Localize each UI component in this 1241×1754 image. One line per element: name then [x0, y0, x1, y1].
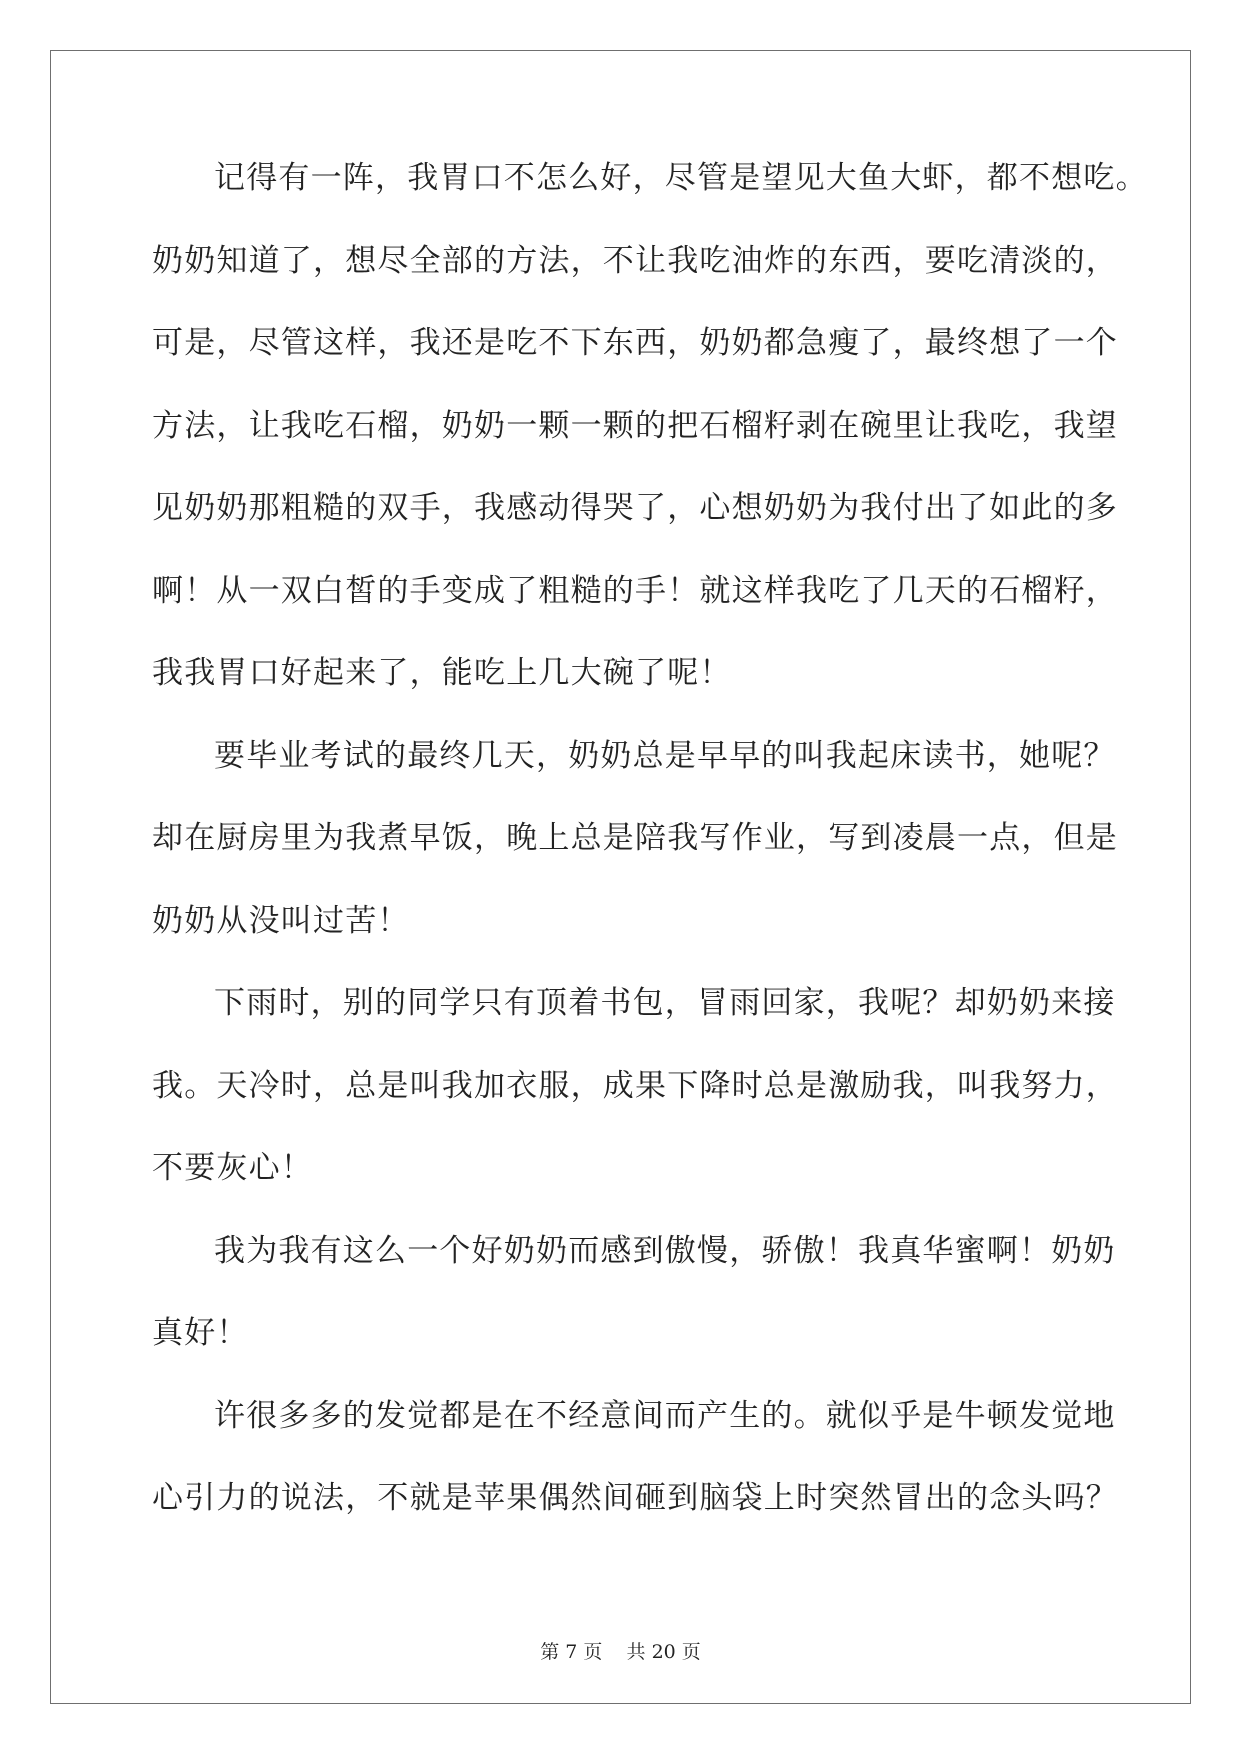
text-line: 记得有一阵，我胃口不怎么好，尽管是望见大鱼大虾，都不想吃。: [214, 160, 1148, 196]
text-line: 心引力的说法，不就是苹果偶然间砸到脑袋上时突然冒出的念头吗？: [152, 1480, 1118, 1516]
text-line: 可是，尽管这样，我还是吃不下东西，奶奶都急瘦了，最终想了一个: [152, 325, 1118, 361]
text-line: 奶奶知道了，想尽全部的方法，不让我吃油炸的东西，要吃清淡的，: [152, 242, 1118, 279]
text-line: 下雨时，别的同学只有顶着书包，冒雨回家，我呢？却奶奶来接: [214, 985, 1116, 1021]
page-number-footer: 第 7 页 共 20 页: [540, 1641, 701, 1663]
text-line: 我。天冷时，总是叫我加衣服，成果下降时总是激励我，叫我努力，: [152, 1067, 1118, 1104]
text-line: 真好！: [152, 1315, 249, 1351]
text-line: 许很多多的发觉都是在不经意间而产生的。就似乎是牛顿发觉地: [214, 1397, 1116, 1434]
text-line: 要毕业考试的最终几天，奶奶总是早早的叫我起床读书，她呢？: [214, 737, 1116, 774]
document-body: [152, 157, 1148, 1560]
text-line: 却在厨房里为我煮早饭，晚上总是陪我写作业，写到凌晨一点，但是: [152, 820, 1118, 856]
text-line: 我我胃口好起来了，能吃上几大碗了呢！: [152, 655, 732, 691]
text-line: 不要灰心！: [152, 1150, 313, 1186]
text-line: 我为我有这么一个好奶奶而感到傲慢，骄傲！我真华蜜啊！奶奶: [214, 1232, 1116, 1269]
text-line: 见奶奶那粗糙的双手，我感动得哭了，心想奶奶为我付出了如此的多: [152, 490, 1118, 526]
text-line: 啊！从一双白皙的手变成了粗糙的手！就这样我吃了几天的石榴籽，: [152, 572, 1118, 609]
text-line: 奶奶从没叫过苦！: [152, 902, 410, 939]
text-line: 方法，让我吃石榴，奶奶一颗一颗的把石榴籽剥在碗里让我吃，我望: [152, 407, 1118, 444]
